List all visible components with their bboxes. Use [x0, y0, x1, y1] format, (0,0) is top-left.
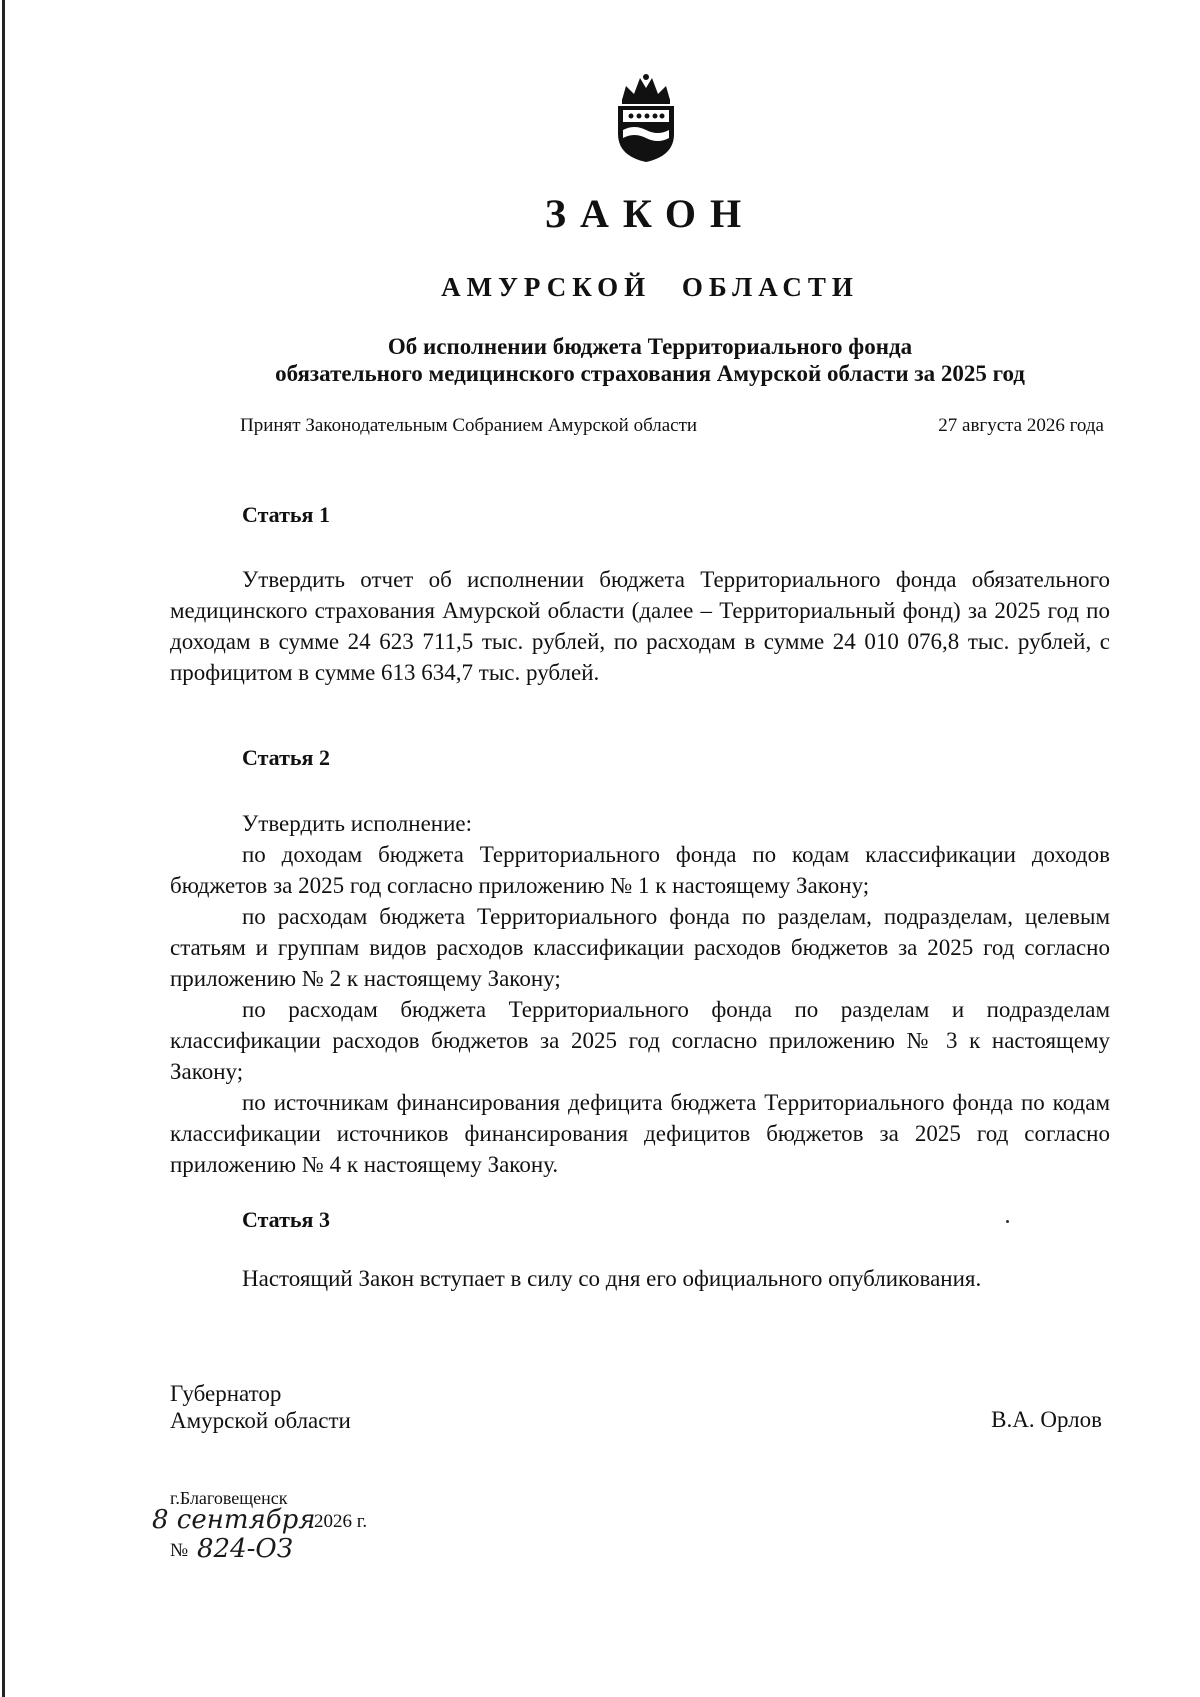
coat-of-arms-icon	[612, 72, 680, 164]
article-2-paragraph: по источникам финансирования дефицита бюджета Территориального фонда по кодам классификации источников финансирования дефицитов бюджетов за 2025 год согласно приложению № 4 к настоящему Закону.	[170, 1090, 1110, 1177]
number-label: №	[170, 1540, 189, 1561]
region-title: АМУРСКОЙ ОБЛАСТИ	[441, 272, 859, 302]
law-subject	[160, 333, 1140, 387]
year: 2026 г.	[314, 1511, 368, 1532]
article-2-paragraph: Утвердить исполнение:	[242, 811, 472, 836]
adopted-by-text: Принят Законодательным Собранием Амурской области	[240, 415, 698, 436]
article-2-heading: Статья 2	[242, 745, 330, 770]
law-subject-line: Об исполнении бюджета Территориального фонда	[387, 334, 913, 359]
article-2-paragraph: по доходам бюджета Территориального фонда по кодам классификации доходов бюджетов за 2025 год согласно приложению № 1 к настоящему Закону;	[170, 842, 1110, 898]
article-3-heading: Статья 3	[242, 1207, 330, 1232]
article-3-paragraph: Настоящий Закон вступает в силу со дня его официального опубликования.	[242, 1266, 982, 1291]
signatory-title-line: Губернатор	[170, 1381, 282, 1406]
signatory-title-line: Амурской области	[170, 1408, 351, 1433]
signatory-name: В.А. Орлов	[991, 1407, 1102, 1432]
article-1-heading: Статья 1	[242, 502, 330, 527]
scan-speck	[1006, 1220, 1009, 1223]
law-title: ЗАКОН	[544, 191, 756, 236]
article-1-paragraph: Утвердить отчет об исполнении бюджета Территориального фонда обязательного медицинского страхования Амурской области (далее – Территориальный фонд) за 2025 год по доходам в сумме 24 623 711,5 тыс. рублей, по расходам в сумме 24 010 076,8 тыс. рублей, с профицитом в сумме 613 634,7 тыс. рублей.	[170, 567, 1110, 685]
scan-edge-line	[2, 0, 5, 1697]
handwritten-date: 8 сентября	[152, 1505, 316, 1535]
adopted-date: 27 августа 2026 года	[938, 415, 1104, 436]
handwritten-number: 824-ОЗ	[197, 1534, 293, 1564]
article-2-paragraph: по расходам бюджета Территориального фонда по разделам, подразделам, целевым статьям и группам видов расходов классификации расходов бюджетов за 2025 год согласно приложению № 2 к настоящему Закону;	[170, 904, 1110, 991]
signatory-title	[170, 1380, 351, 1434]
article-2-paragraph: по расходам бюджета Территориального фонда по разделам и подразделам классификации расходов бюджетов за 2025 год согласно приложению № 3 к настоящему Закону;	[170, 997, 1110, 1084]
city: г.Благовещенск	[170, 1488, 288, 1508]
law-subject-line: обязательного медицинского страхования Амурской области за 2025 год	[275, 361, 1025, 386]
